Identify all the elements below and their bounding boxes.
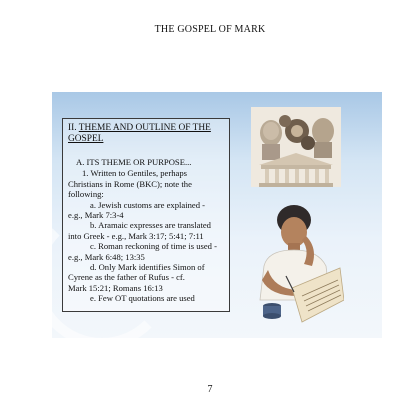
outline-line: 1. Written to Gentiles, perhaps [82,168,187,179]
page-header: THE GOSPEL OF MARK [154,24,266,35]
roman-collage-image [251,107,341,187]
outline-line: Cyrene as the father of Rufus - cf. [68,272,185,283]
outline-line: c. Roman reckoning of time is used - [90,241,217,252]
scribe-writing-image [252,196,344,324]
outline-line: e.g., Mark 7:3-4 [68,210,124,221]
section-title-text: THEME AND OUTLINE OF THE GOSPEL [68,123,211,144]
outline-line: Mark 15:21; Romans 16:13 [68,282,163,293]
scribe-illustration [252,196,344,324]
outline-text-box [62,118,230,312]
outline-line: b. Aramaic expresses are translated [90,220,211,231]
outline-line: following: [68,189,104,200]
page-number: 7 [207,384,213,395]
section-title [68,123,224,145]
outline-line: e.g., Mark 6:48; 13:35 [68,251,145,262]
outline-line: into Greek - e.g., Mark 3:17; 5:41; 7:11 [68,230,204,241]
section-number: II. [68,123,79,133]
outline-line: Christians in Rome (BKC); note the [68,178,192,189]
subhead: A. ITS THEME OR PURPOSE... [76,157,192,167]
outline-line: a. Jewish customs are explained - [90,199,206,210]
outline-line: e. Few OT quotations are used [90,293,195,304]
roman-collage-illustration [251,107,341,187]
outline-line: d. Only Mark identifies Simon of [90,262,205,273]
